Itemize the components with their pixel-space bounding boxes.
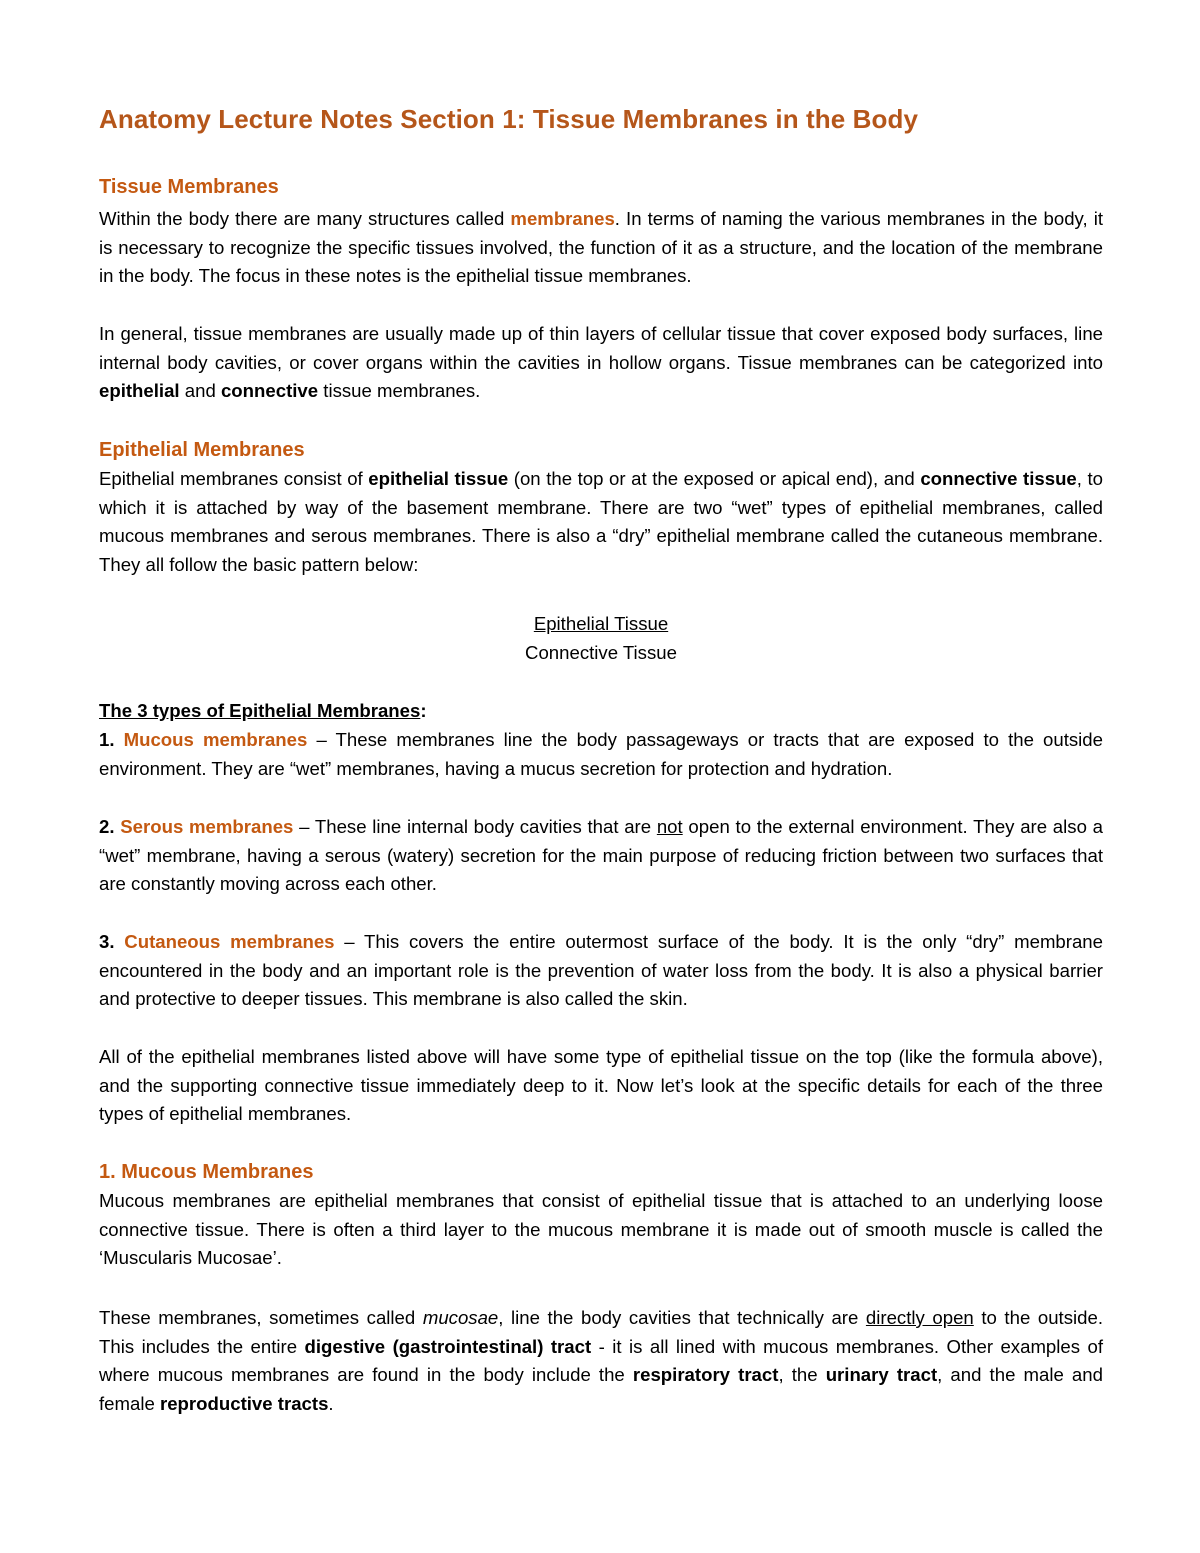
type-3-cutaneous: 3. Cutaneous membranes – This covers the entire outermost surface of the body. It is the only “dry” membrane encountered in the body and an important role is the prevention of water loss from the body. It is also a physical barrier and protective to deeper tissues. This membrane is also called the skin. <box>99 931 1103 1010</box>
mucous-membranes-heading: 1. Mucous Membranes <box>99 1161 314 1183</box>
tissue-membranes-heading: Tissue Membranes <box>99 176 279 198</box>
formula-epithelial-tissue: Epithelial Tissue <box>533 613 669 634</box>
types-heading: The 3 types of Epithelial Membranes: <box>99 700 427 721</box>
mucous-membranes-paragraph-1: Mucous membranes are epithelial membranes that consist of epithelial tissue that is attached to an underlying loose connective tissue. There is often a third layer to the mucous membrane it is made out of smooth muscle is called the ‘Muscularis Mucosae’. <box>99 1190 1103 1269</box>
tissue-membranes-paragraph-1: Within the body there are many structures called membranes. In terms of naming the various membranes in the body, it is necessary to recognize the specific tissues involved, the function of it as a structure, and the location of the membrane in the body. The focus in these notes is the epithelial tissue membranes. <box>99 208 1104 287</box>
epithelial-membranes-paragraph: Epithelial membranes consist of epithelial tissue (on the top or at the exposed or apical end), and connective tissue, to which it is attached by way of the basement membrane. There are two “wet” types of epithelial membranes, called mucous membranes and serous membranes. There is also a “dry” epithelial membrane called the cutaneous membrane. They all follow the basic pattern below: <box>99 468 1104 576</box>
mucous-membranes-paragraph-2: These membranes, sometimes called mucosae, line the body cavities that technically are directly open to the outside. This includes the entire digestive (gastrointestinal) tract - it is all lined with mucous membranes. Other examples of where mucous membranes are found in the body include the respiratory tract, the urinary tract, and the male and female reproductive tracts. <box>99 1307 1103 1415</box>
formula-connective-tissue: Connective Tissue <box>525 642 677 663</box>
epithelial-membranes-heading: Epithelial Membranes <box>99 439 305 461</box>
type-1-mucous: 1. Mucous membranes – These membranes line the body passageways or tracts that are exposed to the outside environment. They are “wet” membranes, having a mucus secretion for protection and hydration. <box>99 729 1103 779</box>
tissue-membranes-paragraph-2: In general, tissue membranes are usually made up of thin layers of cellular tissue that cover exposed body surfaces, line internal body cavities, or cover organs within the cavities in hollow organs. Tissue membranes can be categorized into epithelial and connective tissue membranes. <box>99 323 1103 402</box>
membranes-keyword: membranes <box>510 208 615 229</box>
type-2-serous: 2. Serous membranes – These line internal body cavities that are not open to the external environment. They are also a “wet” membrane, having a serous (watery) secretion for the main purpose of reducing friction between two surfaces that are constantly moving across each other. <box>99 816 1103 895</box>
page-title: Anatomy Lecture Notes Section 1: Tissue Membranes in the Body <box>99 104 919 134</box>
types-summary-paragraph: All of the epithelial membranes listed above will have some type of epithelial tissue on the top (like the formula above), and the supporting connective tissue immediately deep to it. Now let’s look at the specific details for each of the three types of epithelial membranes. <box>99 1046 1103 1125</box>
